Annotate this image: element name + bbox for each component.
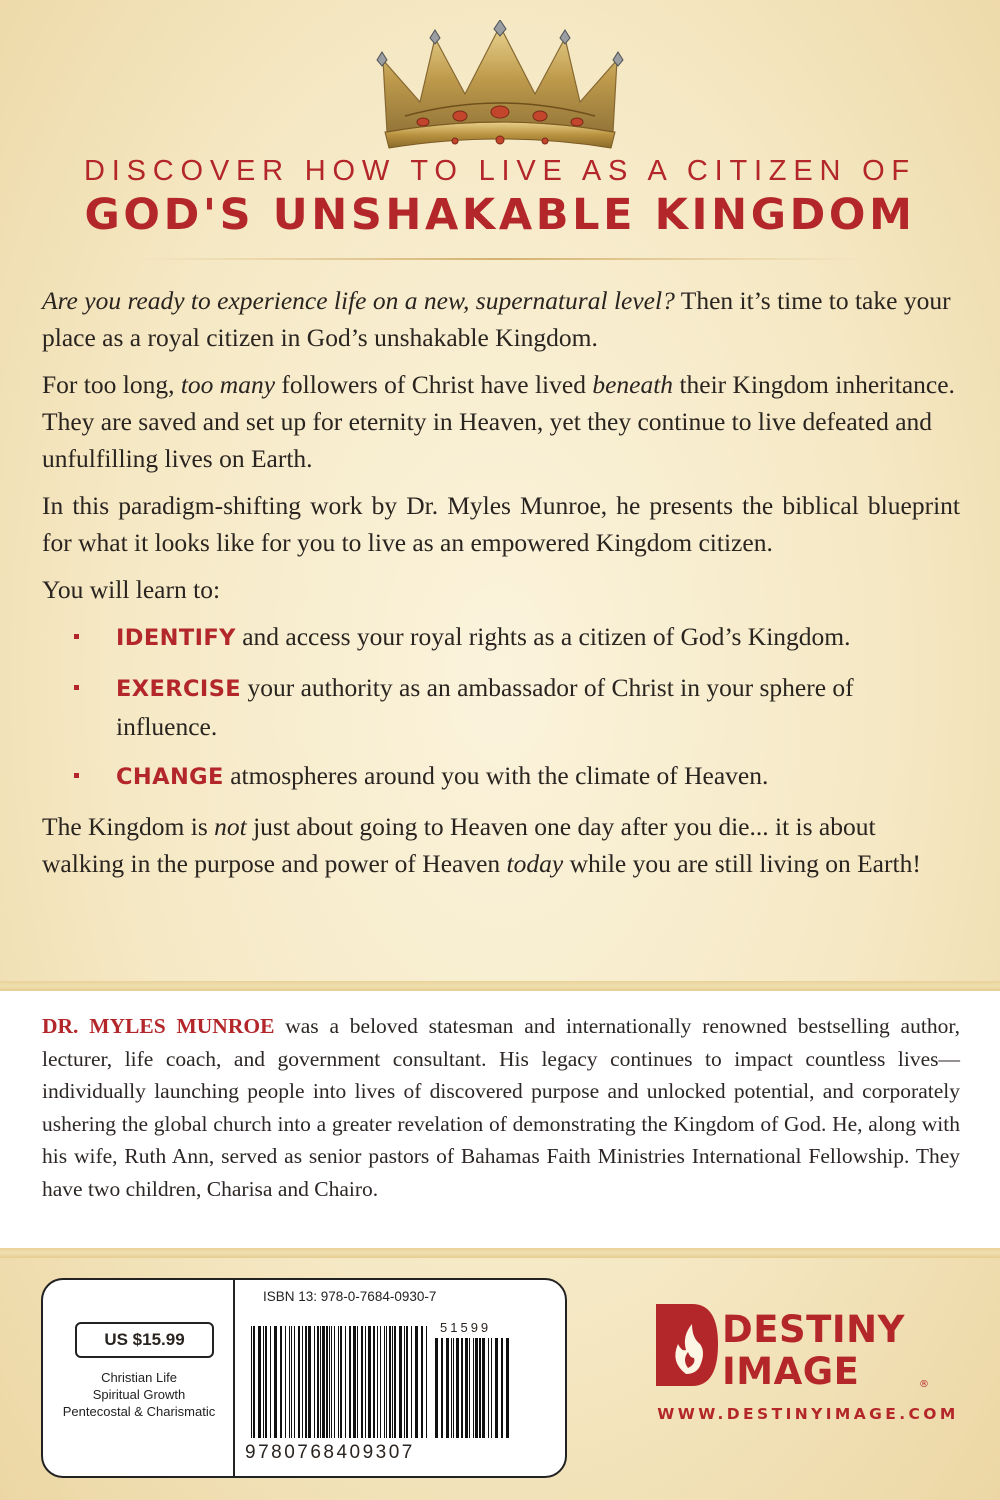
- barcode-bar: [349, 1326, 351, 1438]
- divider-bottom: [0, 1248, 1000, 1258]
- barcode-bar: [291, 1326, 292, 1438]
- category-item: Spiritual Growth: [92, 1387, 186, 1402]
- closing-e: while you are still living on Earth!: [563, 849, 921, 878]
- closing-d: today: [506, 849, 564, 878]
- barcode-bar: [314, 1326, 315, 1438]
- barcode-bar: [482, 1338, 485, 1438]
- barcode-bar: [435, 1338, 438, 1438]
- barcode-bar: [357, 1326, 358, 1438]
- barcode-bar: [501, 1338, 503, 1438]
- author-bio: [0, 991, 1000, 1248]
- price-label: US $15.99: [75, 1322, 214, 1358]
- closing-paragraph: [42, 808, 960, 882]
- barcode-bar: [456, 1338, 459, 1438]
- barcode-bar: [298, 1326, 300, 1438]
- closing-b: not: [214, 812, 247, 841]
- barcode-bar: [253, 1326, 255, 1438]
- description: [42, 282, 960, 892]
- barcode-bar: [446, 1338, 449, 1438]
- publisher-website: WWW.DESTINYIMAGE.COM: [657, 1405, 959, 1423]
- barcode-bar: [326, 1326, 328, 1438]
- learn-list: [42, 618, 960, 796]
- barcode-bar: [373, 1326, 375, 1438]
- category-list: [43, 1369, 235, 1420]
- barcode-bar: [320, 1326, 321, 1438]
- bio-text: was a beloved statesman and internationally renowned bestselling author, lecturer, life coach, and government consultant. His legacy continues to impact countless lives—individually launching people into lives of discovered purpose and unlocked potential, and corporately ushering the global church into a greater revelation of demonstrating the Kingdom of God. He, along with his wife, Ruth Ann, served as senior pastors of Bahamas Faith Ministries International Fellowship. They have two children, Charisa and Chairo.: [42, 1014, 960, 1201]
- barcode-bar: [426, 1326, 427, 1438]
- barcode-bar: [340, 1326, 342, 1438]
- barcode-bar: [274, 1326, 277, 1438]
- bullet-marker: [74, 634, 79, 639]
- bullet-marker: [74, 773, 79, 778]
- barcode-bar: [421, 1326, 423, 1438]
- intro-paragraph: [42, 282, 960, 356]
- intro-question: Are you ready to experience life on a new, supernatural level?: [42, 286, 675, 315]
- closing-c: just about going to Heaven one day after you die... it is about walking in the purpose and power of Heaven: [42, 812, 876, 878]
- barcode-bar: [441, 1338, 443, 1438]
- barcode-bar: [285, 1326, 286, 1438]
- registered-mark: ®: [919, 1379, 929, 1390]
- barcode-bar: [345, 1326, 346, 1438]
- barcode-bar: [411, 1326, 412, 1438]
- barcode-number: 9780768409307: [245, 1442, 415, 1463]
- barcode-bar: [365, 1326, 366, 1438]
- price-box: [41, 1278, 235, 1478]
- publisher-name-line1: DESTINY: [722, 1308, 905, 1351]
- bio-paragraph: [42, 1010, 960, 1205]
- bullet-text: atmospheres around you with the climate of Heaven.: [223, 761, 769, 790]
- barcode-bar: [451, 1338, 452, 1438]
- barcode-bar: [280, 1326, 282, 1438]
- barcode-bar: [317, 1326, 319, 1438]
- barcode-bar: [361, 1326, 363, 1438]
- barcode-bar: [404, 1326, 405, 1438]
- list-item: [42, 669, 960, 745]
- barcode-bar: [392, 1326, 393, 1438]
- barcode-bar: [322, 1326, 325, 1438]
- category-item: Pentecostal & Charismatic: [62, 1404, 216, 1419]
- p2-a: For too long,: [42, 370, 181, 399]
- cover-headline: GOD'S UNSHAKABLE KINGDOM: [84, 190, 916, 240]
- barcode-bar: [479, 1338, 481, 1438]
- barcode-bar: [406, 1326, 408, 1438]
- bullet-keyword: CHANGE: [116, 764, 224, 790]
- barcode-bar: [270, 1326, 271, 1438]
- barcode-bar: [384, 1326, 385, 1438]
- paragraph-2: [42, 366, 960, 477]
- price-code: 51599: [440, 1320, 492, 1335]
- divider-top: [0, 981, 1000, 991]
- barcode-bar: [380, 1326, 381, 1438]
- barcode-bar: [495, 1338, 498, 1438]
- category-item: Christian Life: [101, 1370, 177, 1385]
- list-item: [42, 757, 960, 796]
- barcode-bar: [329, 1326, 330, 1438]
- barcode-bar: [386, 1326, 387, 1438]
- crown-icon: [365, 20, 635, 155]
- barcode-bar: [394, 1326, 396, 1438]
- barcode-bar: [353, 1326, 356, 1438]
- barcode-bar: [251, 1326, 252, 1438]
- barcode-bar: [368, 1326, 371, 1438]
- bullet-text: your authority as an ambassador of Christ in your sphere of influence.: [116, 673, 854, 741]
- p2-c: followers of Christ have lived: [275, 370, 593, 399]
- barcode-bar: [338, 1326, 339, 1438]
- closing-a: The Kingdom is: [42, 812, 215, 841]
- bullet-marker: [74, 685, 79, 690]
- barcode-bar: [475, 1338, 478, 1438]
- barcode-bar: [469, 1338, 470, 1438]
- barcode-bar: [389, 1326, 391, 1438]
- barcode-bar: [491, 1338, 492, 1438]
- barcode-bar: [258, 1326, 261, 1438]
- cover-kicker: DISCOVER HOW TO LIVE AS A CITIZEN OF: [84, 155, 916, 187]
- barcode-bar: [377, 1326, 378, 1438]
- intro-rest: Then it’s time to take your place as a royal citizen in God’s unshakable Kingdom.: [42, 286, 951, 352]
- header-rule: [140, 258, 860, 260]
- barcode-bar: [399, 1326, 402, 1438]
- bio-name: DR. MYLES MUNROE: [42, 1014, 275, 1038]
- bullet-text: and access your royal rights as a citizen of God’s Kingdom.: [235, 622, 851, 651]
- barcode-bar: [461, 1338, 463, 1438]
- bullet-keyword: IDENTIFY: [116, 625, 236, 651]
- barcode-bar: [289, 1326, 290, 1438]
- learn-intro: You will learn to:: [42, 575, 221, 604]
- paragraph-3: In this paradigm-shifting work by Dr. Myles Munroe, he presents the biblical blueprint for what it looks like for you to live as an empowered Kingdom citizen.: [42, 491, 960, 557]
- barcode-bar: [308, 1326, 311, 1438]
- barcode-bar: [473, 1338, 474, 1438]
- barcode-bar: [294, 1326, 295, 1438]
- p2-d: beneath: [592, 370, 674, 399]
- barcode-bar: [305, 1326, 307, 1438]
- barcode-bar: [331, 1326, 332, 1438]
- p2-b: too many: [180, 370, 276, 399]
- barcode-bar: [334, 1326, 335, 1438]
- barcode-bar: [465, 1338, 468, 1438]
- barcode-bar: [488, 1338, 489, 1438]
- publisher-name-line2: IMAGE: [722, 1350, 860, 1393]
- list-item: [42, 618, 960, 657]
- barcode-bar: [263, 1326, 264, 1438]
- barcode-bar: [265, 1326, 267, 1438]
- barcode-bar: [302, 1326, 303, 1438]
- barcode-bar: [506, 1338, 509, 1438]
- barcode-bar: [453, 1338, 454, 1438]
- barcode-bar: [415, 1326, 418, 1438]
- isbn-label: ISBN 13: 978-0-7684-0930-7: [263, 1289, 437, 1304]
- p2-e: their Kingdom inheritance. They are saved and set up for eternity in Heaven, yet they continue to live defeated and unfulfilling lives on Earth.: [42, 370, 955, 473]
- bullet-keyword: EXERCISE: [116, 676, 242, 702]
- barcode-box: [233, 1278, 567, 1478]
